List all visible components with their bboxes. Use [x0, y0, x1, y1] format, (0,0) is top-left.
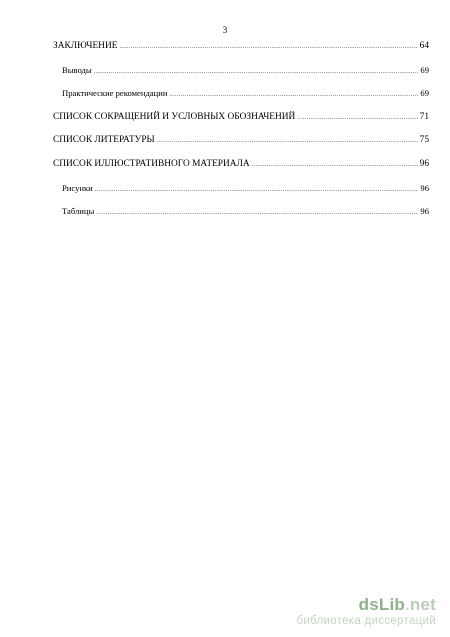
- dslib-subtitle: библиотека диссертаций: [296, 615, 436, 627]
- toc-entry-title: СПИСОК ЛИТЕРАТУРЫ: [53, 135, 155, 146]
- toc-entry-title: ЗАКЛЮЧЕНИЕ: [53, 41, 118, 51]
- toc-entry-recommendations[interactable]: [53, 89, 429, 113]
- toc-entry-page: 75: [419, 135, 429, 146]
- toc-entry-conclusion[interactable]: [53, 42, 429, 66]
- dslib-watermark: [296, 596, 436, 627]
- toc-entry-title: Таблицы: [62, 206, 95, 217]
- toc-entry-title: Рисунки: [62, 182, 93, 193]
- toc-entry-title: СПИСОК ИЛЛЮСТРАТИВНОГО МАТЕРИАЛА: [53, 158, 250, 169]
- page-number: 3: [222, 25, 228, 35]
- toc-entry-page: 96: [420, 206, 429, 217]
- dot-leader: [95, 187, 419, 193]
- dot-leader: [94, 69, 419, 75]
- table-of-contents: [53, 42, 429, 231]
- toc-entry-page: 96: [420, 182, 429, 193]
- toc-entry-tables[interactable]: [53, 207, 429, 231]
- dot-leader: [252, 162, 418, 168]
- toc-entry-page: 71: [419, 111, 429, 122]
- toc-entry-illustrations[interactable]: [53, 160, 429, 184]
- toc-entry-page: 69: [420, 88, 429, 99]
- dot-leader: [169, 92, 418, 98]
- toc-entry-page: 69: [420, 64, 429, 75]
- dot-leader: [157, 138, 418, 144]
- toc-entry-title: Выводы: [62, 64, 92, 75]
- toc-entry-page: 64: [419, 41, 429, 51]
- toc-entry-abbreviations[interactable]: [53, 113, 429, 137]
- toc-entry-page: 96: [419, 158, 429, 169]
- dot-leader: [119, 44, 417, 50]
- toc-entry-findings[interactable]: [53, 66, 429, 90]
- toc-entry-title: СПИСОК СОКРАЩЕНИЙ И УСЛОВНЫХ ОБОЗНАЧЕНИЙ: [53, 111, 296, 122]
- toc-entry-figures[interactable]: [53, 184, 429, 208]
- toc-entry-references[interactable]: [53, 136, 429, 160]
- toc-entry-title: Практические рекомендации: [62, 88, 168, 99]
- dot-leader: [96, 210, 418, 216]
- dot-leader: [297, 115, 417, 121]
- dslib-logo: dsLib.net: [358, 595, 436, 614]
